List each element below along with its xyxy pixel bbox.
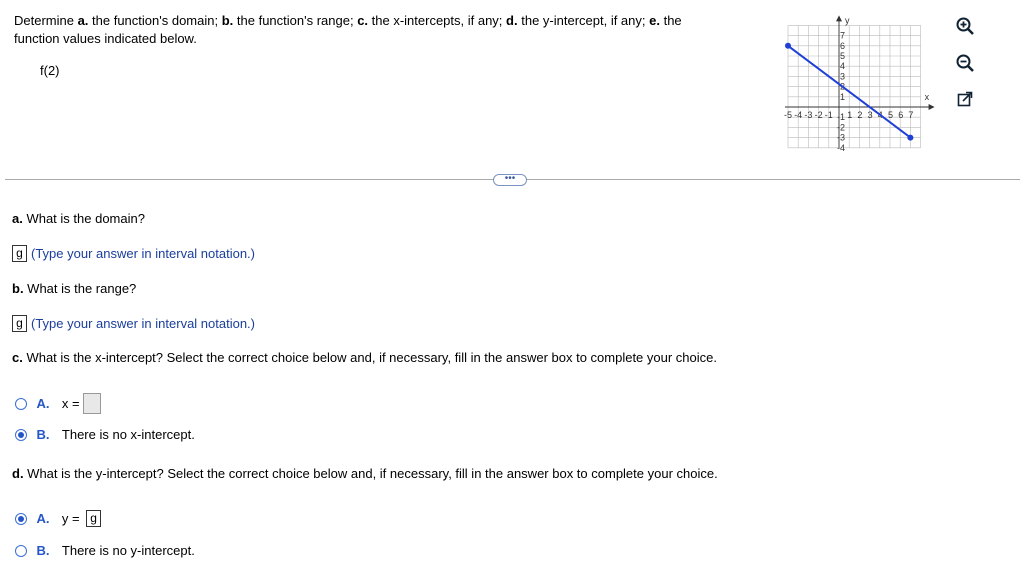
part-c-option-a-radio[interactable]	[15, 398, 27, 410]
x-tick-label: 2	[857, 110, 863, 120]
endpoint-left	[785, 43, 791, 49]
question-text: Determine a. the function's domain; b. the function's range; c. the x-intercepts, if any; d. the y-intercept, if any; e. the function values indicated below.	[14, 13, 682, 46]
x-tick-label: -3	[804, 110, 813, 120]
x-axis-arrow	[929, 104, 935, 110]
x-tick-label: 7	[908, 110, 914, 120]
graph-axes	[785, 15, 935, 147]
x-tick-label: -4	[794, 110, 803, 120]
x-axis-label: x	[924, 92, 930, 102]
y-tick-label: 6	[840, 40, 846, 51]
y-tick-label: 1	[840, 91, 846, 102]
y-tick-label: -4	[837, 142, 846, 153]
y-tick-label: 3	[840, 71, 846, 82]
y-tick-label: -1	[837, 112, 846, 123]
x-tick-label: 3	[867, 110, 873, 120]
x-tick-label: -5	[784, 110, 793, 120]
graph-tick-labels	[784, 15, 930, 152]
zoom-out-icon	[955, 53, 975, 73]
part-b-question: b. What is the range?	[12, 281, 137, 296]
x-tick-label: 5	[888, 110, 894, 120]
y-tick-label: 4	[840, 61, 846, 72]
part-c-option-b[interactable]: B. There is no x-intercept.	[15, 426, 195, 444]
part-c-question: c. What is the x-intercept? Select the correct choice below and, if necessary, fill in the answer box to complete your choice.	[12, 350, 717, 365]
popout-icon	[956, 90, 974, 108]
y-tick-label: -3	[837, 132, 846, 143]
zoom-in-icon	[955, 16, 975, 36]
expand-button[interactable]: •••	[493, 174, 527, 186]
part-c-option-a[interactable]: A. x =	[15, 393, 101, 414]
popout-button[interactable]	[954, 88, 976, 110]
part-d-option-b-radio[interactable]	[15, 545, 27, 557]
y-axis-label: y	[845, 15, 850, 26]
zoom-out-button[interactable]	[954, 52, 976, 74]
x-tick-label: 6	[898, 110, 904, 120]
part-a-question: a. What is the domain?	[12, 211, 145, 226]
y-tick-label: 5	[840, 51, 846, 61]
x-tick-label: 1	[847, 110, 853, 120]
part-d-option-a[interactable]: A. y = g	[15, 510, 105, 528]
range-hint: (Type your answer in interval notation.)	[31, 316, 255, 331]
part-d-question: d. What is the y-intercept? Select the correct choice below and, if necessary, fill in the answer box to complete your choice.	[12, 466, 718, 481]
y-tick-label: -2	[837, 122, 846, 133]
x-tick-label: -1	[824, 110, 833, 120]
part-a-answer	[12, 245, 255, 263]
function-value-label: f(2)	[40, 63, 60, 78]
range-answer-box[interactable]: g	[12, 315, 27, 332]
part-d-option-b[interactable]: B. There is no y-intercept.	[15, 542, 195, 560]
y-tick-label: 7	[840, 30, 846, 41]
domain-hint: (Type your answer in interval notation.)	[31, 246, 255, 261]
x-intercept-input[interactable]	[83, 393, 101, 414]
y-axis-arrow	[836, 15, 842, 21]
function-graph[interactable]	[784, 14, 942, 160]
endpoint-right	[907, 135, 913, 141]
zoom-in-button[interactable]	[954, 15, 976, 37]
y-intercept-answer-box[interactable]: g	[86, 510, 101, 527]
part-c-option-b-radio[interactable]	[15, 429, 27, 441]
part-b-answer	[12, 315, 255, 333]
part-d-option-a-radio[interactable]	[15, 513, 27, 525]
domain-answer-box[interactable]: g	[12, 245, 27, 262]
x-tick-label: -2	[814, 110, 823, 120]
